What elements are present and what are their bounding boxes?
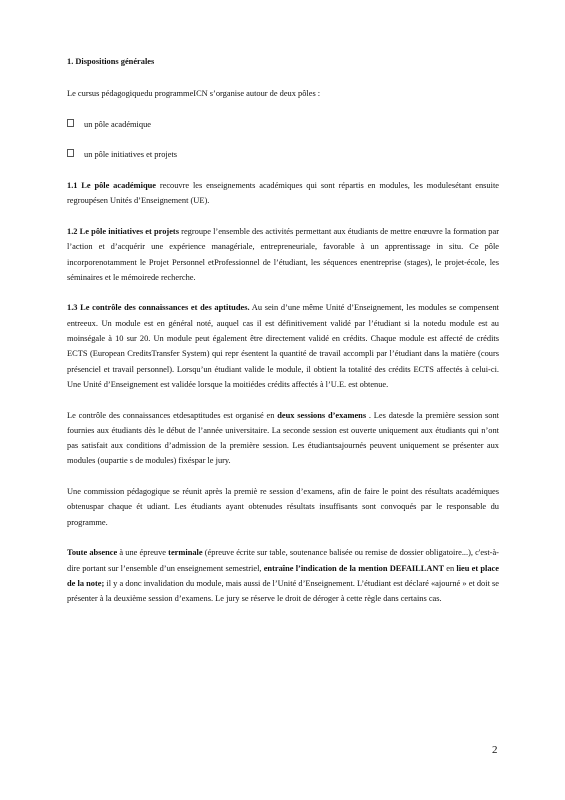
page-number: 2 <box>492 744 498 756</box>
section-1-2-label: pôle initiatives et projets <box>91 226 179 236</box>
section-1-3-label: 1.3 Le contrôle des connaissances et des aptitudes. <box>67 303 250 313</box>
absence-emphasis-3: entraîne l’indication de la mention DEFAILLANT <box>263 563 445 573</box>
list-item <box>67 117 499 132</box>
list-item <box>67 147 499 162</box>
section-1-1 <box>67 178 499 209</box>
list-item-text: un pôle académique <box>84 119 151 129</box>
exam-sessions-paragraph <box>67 408 499 469</box>
absence-emphasis-4: lieu et place de la note; <box>67 563 499 588</box>
absence-paragraph <box>67 545 499 606</box>
section-heading: 1. Dispositions générales <box>67 57 155 66</box>
section-1-2-number: 1.2 Le <box>67 226 92 236</box>
absence-text-4: il y a donc invalidation du module, mais aussi de l’Unité d’Enseignement. L’étudiant est déclaré «ajourné » et doit se présenter à la deuxième session d’examens. Le jury se réserve le droit de déroger à cette règle dans certains cas. <box>67 578 499 604</box>
absence-emphasis-2: terminale <box>168 548 203 558</box>
absence-text-2: (épreuve écrite sur table, soutenance balisée ou remise de dossier obligatoire...), c'est-à-dire portant sur l’ensemble d’un enseignement semestriel, <box>67 548 499 573</box>
checkbox-bullet-icon <box>67 149 74 157</box>
exam-sessions-text-2: . Les datesde la première session sont fournies aux étudiants dès le début de l’année universitaire. La seconde session est ouverte uniquement aux étudiants qui n’ont pas satisfait aux conditions d’admission de la première session. Les étudiantsajournés peuvent uniquement se présenter aux modules (oupartie s de modules) fixéspar le jury. <box>67 410 499 466</box>
exam-sessions-emphasis: deux sessions d’examens <box>277 410 367 420</box>
absence-text: à une épreuve <box>117 548 169 558</box>
section-1-3 <box>67 300 499 392</box>
section-1-1-label: 1.1 Le pôle académique <box>67 181 156 191</box>
intro-paragraph: Le cursus pédagogiquedu programmeICN s’organise autour de deux pôles : <box>67 89 321 99</box>
commission-paragraph: Une commission pédagogique se réunit après la premiè re session d’examens, afin de faire le point des résultats académiques obtenuspar chaque ét udiant. Les étudiants ayant obtenudes résultats insuffisants sont convoqués par le responsable du programme. <box>67 487 499 527</box>
absence-text-3: en <box>444 563 457 573</box>
section-1-2-text: regroupe l’ensemble des activités permettant aux étudiants de mettre enœuvre la formation par l’action et d’acquérir une expérience managériale, entrepreneuriale, favorable à un apprentissage in situ. Ce pôle incorporenotamment le Projet Personnel etProfessionnel de l’étudiant, les séquences enentreprise (stages), le projet-école, les séminaires et le mémoirede recherche. <box>67 226 499 282</box>
checkbox-bullet-icon <box>67 119 74 127</box>
section-1-1-text: recouvre les enseignements académiques qui sont répartis en modules, les modulesétant ensuite regroupésen Unités d’Enseignement (UE). <box>67 181 499 206</box>
document-body <box>67 54 499 606</box>
exam-sessions-text: Le contrôle des connaissances etdesaptitudes est organisé en <box>67 410 278 420</box>
section-1-3-text: Au sein d’une même Unité d’Enseignement, les modules se compensent entreeux. Un module est en général noté, auquel cas il est définitivement validé par l’étudiant si la notedu module est au moinségale à 10 sur 20. Un module peut également être directement validé en crédits. Chaque module est affecté de crédits ECTS (European CreditsTransfer System) qui repr ésentent la quantité de travail accompli par l’étudiant dans la matière (cours présenciel et travail personnel). Lorsqu’un étudiant valide le module, il obtient la totalité des crédits ECTS affectés à celui-ci. Une Unité d’Enseignement est validée lorsque la moitiédes crédits affectés à l’U.E. est obtenue. <box>67 303 499 389</box>
list-item-text: un pôle initiatives et projets <box>84 150 178 160</box>
absence-emphasis: Toute absence <box>67 548 118 558</box>
section-1-2 <box>67 224 499 285</box>
